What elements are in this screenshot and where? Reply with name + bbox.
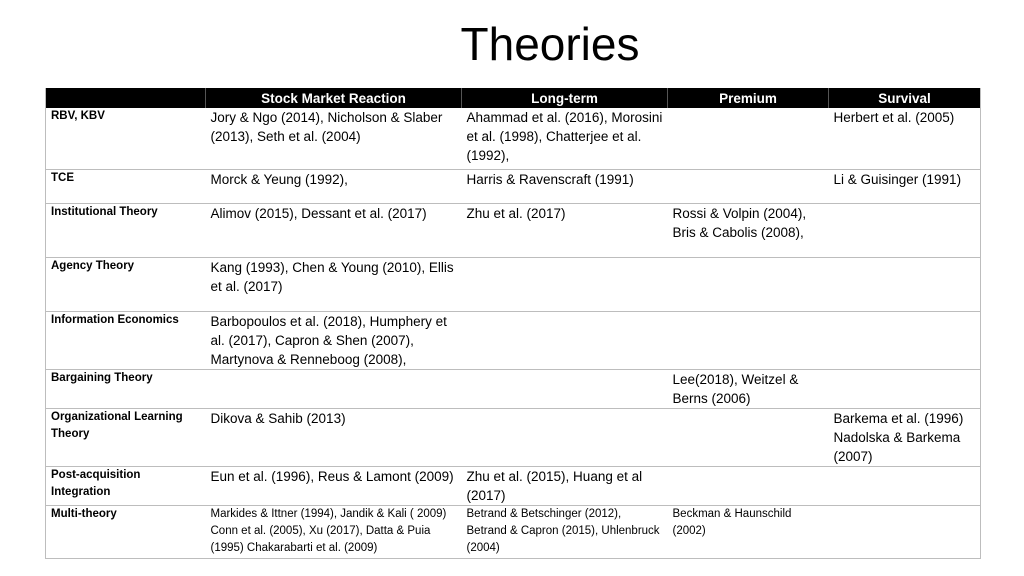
survival-cell: [829, 203, 981, 257]
theory-cell: Multi-theory: [46, 505, 206, 558]
long-term-cell: [462, 257, 668, 311]
premium-cell: Beckman & Haunschild (2002): [668, 505, 829, 558]
premium-cell: Rossi & Volpin (2004), Bris & Cabolis (2008),: [668, 203, 829, 257]
theory-cell: TCE: [46, 169, 206, 203]
theory-cell: Bargaining Theory: [46, 369, 206, 408]
theory-cell: Information Economics: [46, 311, 206, 369]
slide-title: Theories: [460, 18, 640, 70]
theory-cell: Institutional Theory: [46, 203, 206, 257]
table-row: [46, 466, 981, 505]
stock-market-reaction-cell: Eun et al. (1996), Reus & Lamont (2009): [206, 466, 462, 505]
premium-cell: [668, 466, 829, 505]
stock-market-reaction-cell: Alimov (2015), Dessant et al. (2017): [206, 203, 462, 257]
long-term-cell: [462, 311, 668, 369]
table-row: [46, 108, 981, 169]
stock-market-reaction-cell: Barbopoulos et al. (2018), Humphery et al. (2017), Capron & Shen (2007), Martynova & Renneboog (2008),: [206, 311, 462, 369]
table-row: [46, 369, 981, 408]
stock-market-reaction-cell: Dikova & Sahib (2013): [206, 408, 462, 466]
table-row: [46, 408, 981, 466]
long-term-cell: Harris & Ravenscraft (1991): [462, 169, 668, 203]
header-theory: [46, 88, 206, 108]
header-survival: Survival: [829, 88, 981, 108]
survival-cell: Herbert et al. (2005): [829, 108, 981, 169]
premium-cell: [668, 408, 829, 466]
premium-cell: [668, 169, 829, 203]
theory-cell: Post-acquisition Integration: [46, 466, 206, 505]
survival-cell: [829, 369, 981, 408]
long-term-cell: Zhu et al. (2017): [462, 203, 668, 257]
table-row: [46, 257, 981, 311]
stock-market-reaction-cell: Markides & Ittner (1994), Jandik & Kali ( 2009) Conn et al. (2005), Xu (2017), Datta & Puia (1995) Chakarabarti et al. (2009): [206, 505, 462, 558]
table-row: [46, 311, 981, 369]
long-term-cell: Ahammad et al. (2016), Morosini et al. (1998), Chatterjee et al. (1992),: [462, 108, 668, 169]
table-row: [46, 203, 981, 257]
premium-cell: [668, 108, 829, 169]
long-term-cell: Betrand & Betschinger (2012), Betrand & Capron (2015), Uhlenbruck (2004): [462, 505, 668, 558]
premium-cell: [668, 311, 829, 369]
stock-market-reaction-cell: Kang (1993), Chen & Young (2010), Ellis et al. (2017): [206, 257, 462, 311]
survival-cell: [829, 257, 981, 311]
stock-market-reaction-cell: Jory & Ngo (2014), Nicholson & Slaber (2013), Seth et al. (2004): [206, 108, 462, 169]
table-row: [46, 169, 981, 203]
theory-cell: RBV, KBV: [46, 108, 206, 169]
theory-cell: Agency Theory: [46, 257, 206, 311]
survival-cell: Barkema et al. (1996) Nadolska & Barkema (2007): [829, 408, 981, 466]
long-term-cell: [462, 369, 668, 408]
table-row: [46, 505, 981, 558]
long-term-cell: [462, 408, 668, 466]
header-row: [46, 88, 981, 108]
premium-cell: Lee(2018), Weitzel & Berns (2006): [668, 369, 829, 408]
survival-cell: [829, 311, 981, 369]
stock-market-reaction-cell: Morck & Yeung (1992),: [206, 169, 462, 203]
theories-table: [45, 88, 981, 559]
header-long-term: Long-term: [462, 88, 668, 108]
survival-cell: [829, 505, 981, 558]
theory-cell: Organizational Learning Theory: [46, 408, 206, 466]
header-premium: Premium: [668, 88, 829, 108]
stock-market-reaction-cell: [206, 369, 462, 408]
premium-cell: [668, 257, 829, 311]
survival-cell: Li & Guisinger (1991): [829, 169, 981, 203]
survival-cell: [829, 466, 981, 505]
header-stock-market-reaction: Stock Market Reaction: [206, 88, 462, 108]
long-term-cell: Zhu et al. (2015), Huang et al (2017): [462, 466, 668, 505]
